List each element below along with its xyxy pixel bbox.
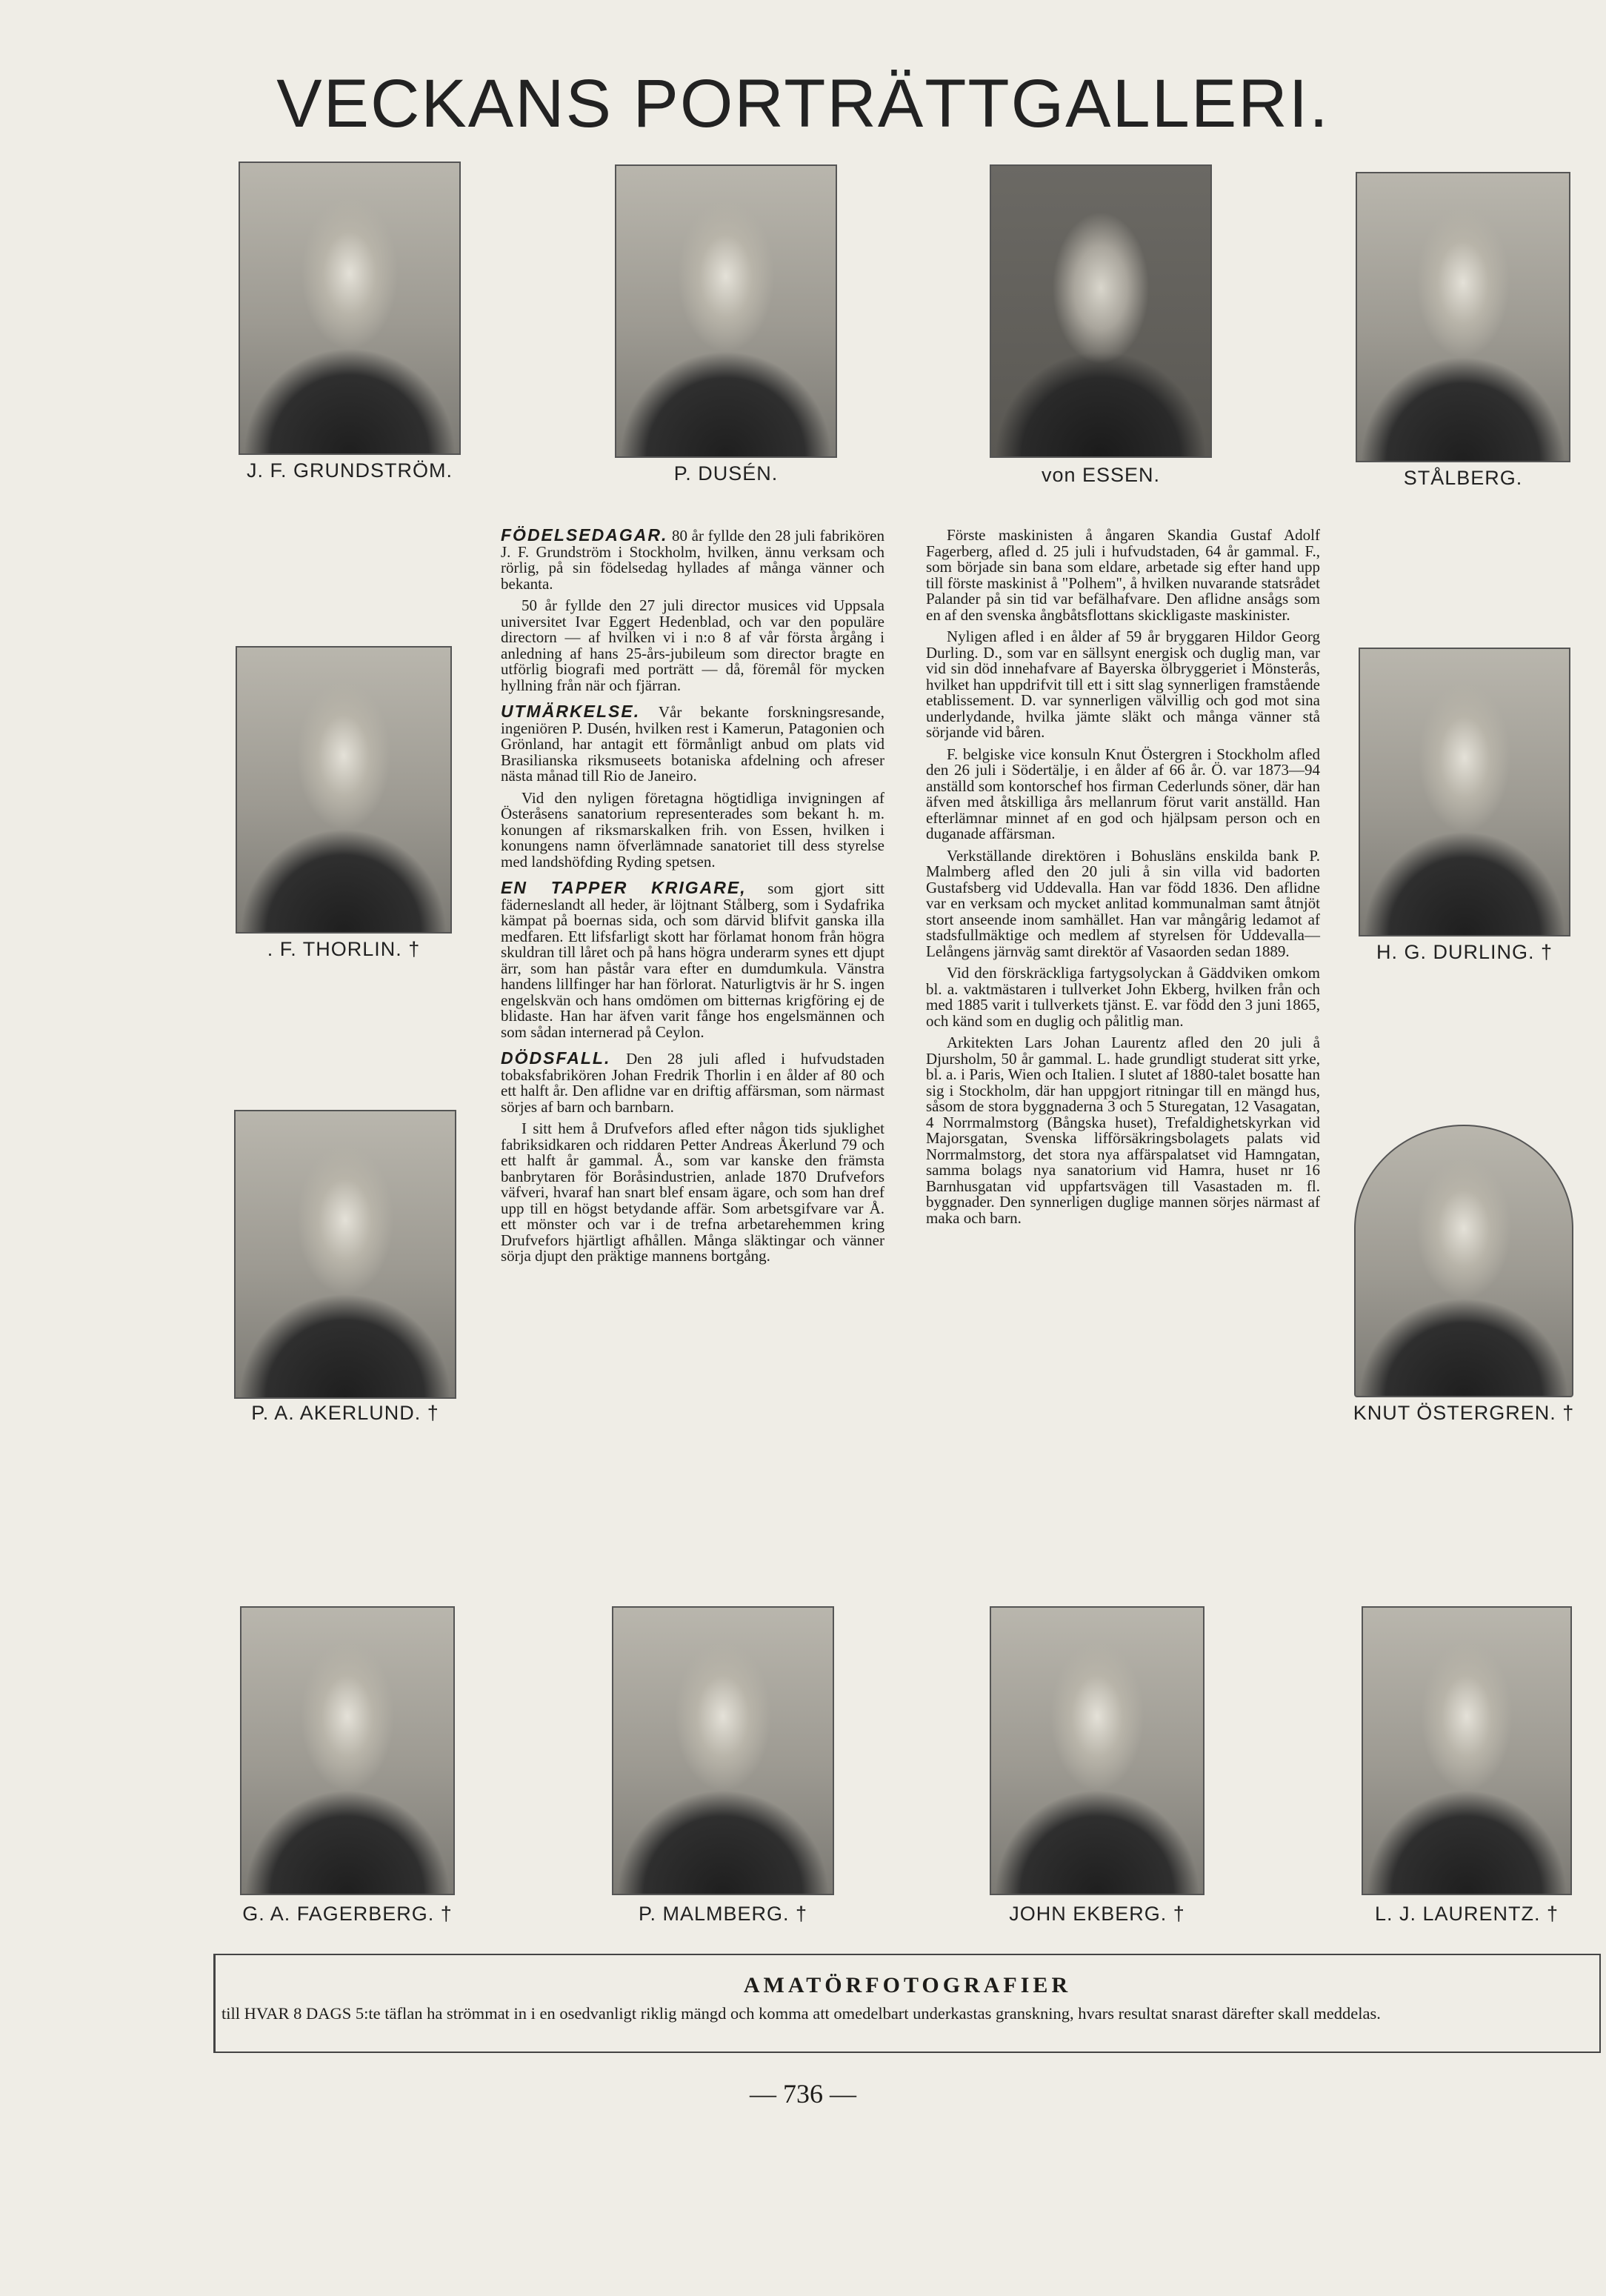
portrait-ekberg — [990, 1606, 1204, 1932]
text-column-right — [926, 528, 1320, 1232]
paragraph — [501, 880, 884, 1040]
portrait-caption: L. J. LAURENTZ. † — [1374, 1903, 1559, 1925]
portrait-caption: KNUT ÖSTERGREN. † — [1353, 1402, 1575, 1424]
portrait-photo — [615, 164, 837, 458]
section-heading: EN TAPPER KRIGARE, — [501, 878, 747, 897]
portrait-photo — [1356, 172, 1570, 462]
portrait-akerlund — [234, 1110, 456, 1436]
section-heading: FÖDELSEDAGAR. — [501, 525, 668, 545]
portrait-caption: H. G. DURLING. † — [1376, 941, 1553, 963]
text-column-left — [501, 525, 885, 1271]
portrait-caption: J. F. GRUNDSTRÖM. — [247, 459, 453, 482]
section-heading: UTMÄRKELSE. — [501, 702, 641, 721]
notice-title: AMATÖRFOTOGRAFIER — [743, 1973, 1072, 1997]
paragraph-text: som gjort sitt fäderneslandt all heder, är löjtnant Stålberg, som i Sydafrika kämpat på boernas sida, och som därvid blifvit ganska illa medfaren. Ett lifsfarligt skott har förlamat honom från högra skuldran till låret och på hans högra underarm synes ett djupt ärr, som han påstår vara efter en dumdumkula. Vänstra handens lillfinger har han förlorat. Naturligtvis är hr S. ingen engelskvän och hans omdömen om bitternas krigföring ej de blidaste. Han har äfven varit fånge hos engelsmännen och som sådan internerad på Ceylon. — [501, 879, 884, 1041]
portrait-von-essen — [990, 164, 1212, 490]
paragraph: Nyligen afled i en ålder af 59 år bryggaren Hildor Georg Durling. D., som var en sällsynt energisk och duglig man, var vid sin död innehafvare af Bayerska ölbryggeriet i Mönsterås, hvilket han uppdrifvit till ett i sitt slag synnerligen framstående etablissement. D. var synnerligen välvillig och god mot sina underlydande, hvilka jämte släkt och många vänner stå sörjande vid båren. — [926, 628, 1320, 741]
portrait-photo — [1359, 648, 1570, 936]
portrait-caption: P. MALMBERG. † — [638, 1903, 808, 1925]
portrait-photo — [240, 1606, 455, 1895]
portrait-caption: G. A. FAGERBERG. † — [242, 1903, 453, 1925]
portrait-photo — [239, 162, 461, 455]
portrait-photo — [990, 1606, 1204, 1895]
paragraph: 50 år fyllde den 27 juli director musices vid Uppsala universitet Ivar Eggert Hedenblad, och var den populäre directorn — af hvilken vi i n:o 8 af vår första årgång i anledning af hans 25-års-jubileum som director bragte en utförlig biografi med porträtt — då, föremål för mycken hyllning från när och fjärran. — [501, 596, 884, 694]
notice-box — [213, 1954, 1601, 2053]
portrait-photo — [234, 1110, 456, 1399]
paragraph — [501, 704, 884, 785]
paragraph: Arkitekten Lars Johan Laurentz afled den 20 juli å Djursholm, 50 år gammal. L. hade grundligt studerat sitt yrke, bl. a. i Paris, Wien och Italien. I slutet af 1880-talet bosatte han sig i Stockholm, där han uppgjort ritningar till en mängd hus, såsom de stora byggnaderna 3 och 5 Sturegatan, 12 Vasagatan, 4 Norrmalmstorg (Bångska huset), Trefaldighetskyrkan vid Majorsgatan, Svenska lifförsäkringsbolagets palats vid Norrmalmstorg, det stora nya affärspalatset vid Hamngatan, samma bolags nya sanatorium vid Hamra, huset nr 16 Barnhusgatan vid uppfartsvägen till Vasastaden m. fl. byggnader. Den synnerligen duglige mannen sörjes närmast af maka och barn. — [926, 1034, 1320, 1227]
paragraph: Vid den förskräckliga fartygsolyckan å Gäddviken omkom bl. a. vaktmästaren i tullverket John Ekberg, hvilken från och med 1885 varit i tullverkets tjänst. E. var född den 3 juni 1865, och känd som en duglig och pålitlig man. — [926, 964, 1320, 1030]
paragraph: Verkställande direktören i Bohusläns enskilda bank P. Malmberg afled den 20 juli å sin villa vid badorten Gustafsberg vid Uddevalla. Han var född 1836. Den aflidne var en verksam och mycket anlitad kommunalman samt åtnjöt stort anseende inom samhället. Han var mångårig ledamot af stadsfullmäktige och medlem af styrelsen för Uddevalla—Lelångens järnväg samt direktör af Vasaorden sedan 1889. — [926, 846, 1320, 960]
portrait-photo — [236, 646, 452, 934]
portrait-ostergren — [1354, 1125, 1573, 1451]
paragraph: Förste maskinisten å ångaren Skandia Gustaf Adolf Fagerberg, afled d. 25 juli i hufvudstaden, 64 år gammal. F., som började sin bana som eldare, arbetade sig efter hand upp till förste maskinist å "Polhem", å hvilken nuvarande statsrådet Palander på sin tid var befälhafvare. Den aflidne ansågs som en af den svenska ångbåtsflottans skickligaste maskinister. — [926, 526, 1320, 624]
portrait-laurentz — [1362, 1606, 1572, 1932]
paragraph: I sitt hem å Drufvefors afled efter någon tids sjuklighet fabriksidkaren och riddaren Petter Andreas Åkerlund 79 och ett halft år gammal. Å., som var kanske den främsta banbrytaren för Boråsindustrien, anlade 1870 Drufvefors väfveri, hvaraf han snart blef ensam ägare, och som han dref upp till en högst betydande affär. Som arbetsgifvare var Å. ett mönster och var i de trefna arbetarehemmen kring Drufvefors hjärtligt afhållen. Många släktingar och vänner sörja djupt den präktige mannens bortgång. — [501, 1119, 884, 1265]
portrait-caption: von ESSEN. — [1041, 464, 1161, 486]
portrait-grundstrom — [239, 162, 461, 488]
portrait-fagerberg — [240, 1606, 455, 1932]
portrait-stalberg — [1356, 172, 1570, 498]
portrait-caption: . F. THORLIN. † — [267, 938, 421, 960]
notice-text: till HVAR 8 DAGS 5:te täflan ha strömmat in i en osedvanligt riklig mängd och komma att omedelbart underkastas granskning, hvars resultat snarast därefter skall meddelas. — [221, 2004, 1381, 2023]
portrait-caption: STÅLBERG. — [1403, 467, 1523, 489]
paragraph-text: Den 28 juli afled i hufvudstaden tobaksfabrikören Johan Fredrik Thorlin i en ålder af 80 och ett halft år. Den aflidne var en driftig affärsman, som närmast sörjes af barn och barnbarn. — [501, 1050, 885, 1116]
portrait-caption: JOHN EKBERG. † — [1009, 1903, 1185, 1925]
portrait-dusen — [615, 164, 837, 490]
paragraph — [501, 525, 885, 593]
paragraph-text: Vår bekante forskningsresande, ingeniören P. Dusén, hvilken rest i Kamerun, Patagonien och Grönland, har antagit ett förmånligt anbud om plats vid Brasilianska riksmuseets botaniska afdelning och afreser nästa månad till Rio de Janeiro. — [501, 703, 884, 785]
portrait-photo — [1354, 1125, 1573, 1397]
paragraph: F. belgiske vice konsuln Knut Östergren i Stockholm afled den 26 juli i Södertälje, i en ålder af 66 år. Ö. var 1873—94 anställd som kontorschef hos firman Cederlunds söner, där han äfven med åtskilliga års mellanrum förut varit anställd. Han efterlämnar minnet af en god och hjälpsam person och en duganade affärsman. — [926, 745, 1320, 842]
portrait-caption: P. DUSÉN. — [673, 462, 779, 485]
paragraph — [501, 1048, 885, 1116]
portrait-caption: P. A. AKERLUND. † — [251, 1402, 439, 1424]
section-heading: DÖDSFALL. — [501, 1048, 611, 1068]
paragraph: Vid den nyligen företagna högtidliga invigningen af Österåsens sanatorium representerades som bekant h. m. konungen af riksmarskalken frih. von Essen, hvilken i konungens namn öfverlämnade sanatoriet till dess styrelse med landshöfding Ryding spetsen. — [501, 788, 884, 871]
portrait-photo — [1362, 1606, 1572, 1895]
page-title: VECKANS PORTRÄTTGALLERI. — [276, 66, 1330, 142]
portrait-thorlin — [236, 646, 452, 972]
portrait-durling — [1359, 648, 1570, 974]
portrait-malmberg — [612, 1606, 834, 1932]
paragraph-text: 80 år fyllde den 28 juli fabrikören J. F. Grundström i Stockholm, hvilken, ännu verksam och rörlig, på sin födelsedag hyllades af många vänner och bekanta. — [501, 527, 885, 593]
portrait-photo — [990, 164, 1212, 458]
portrait-photo — [612, 1606, 834, 1895]
page-number: — 736 — — [750, 2079, 856, 2109]
